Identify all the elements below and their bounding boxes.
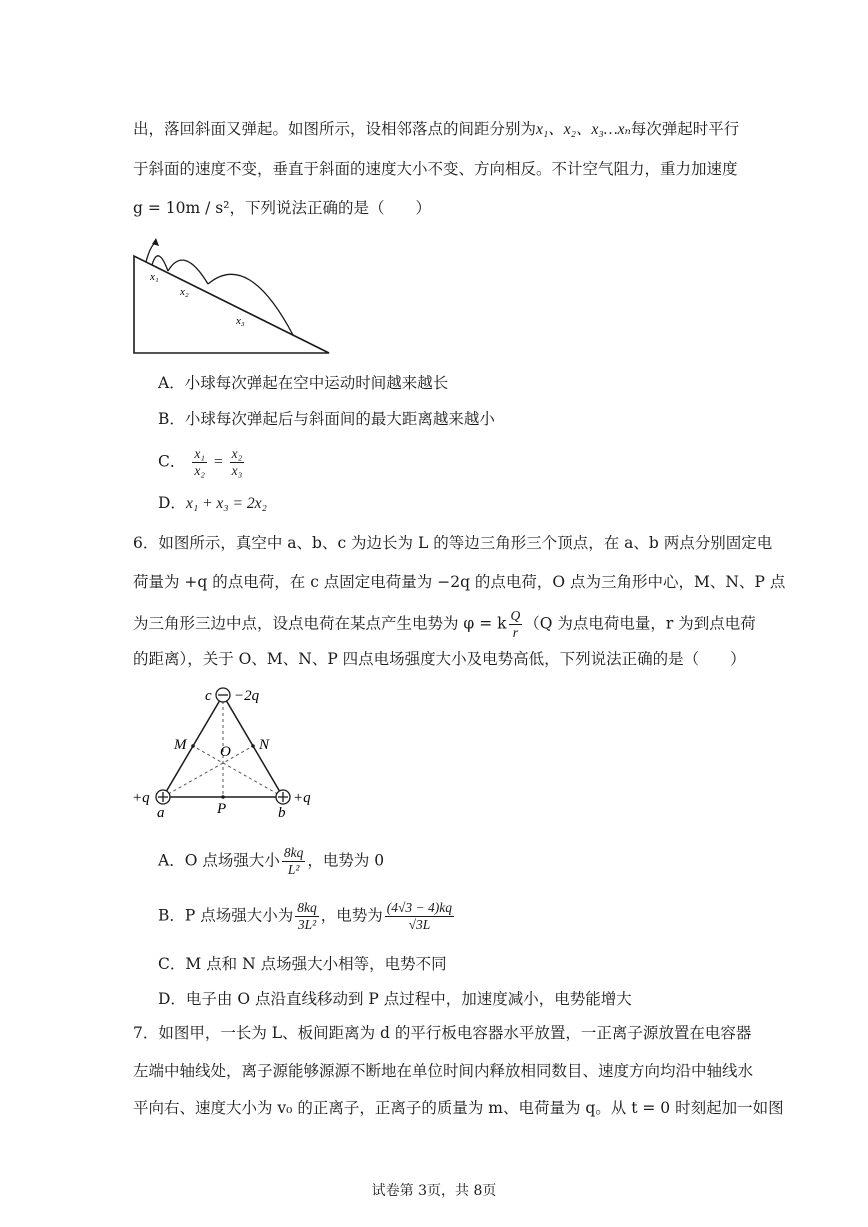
median-b-m [193,746,283,797]
label-x2: x₂ [180,286,189,298]
label-n: N [259,737,270,753]
q5-option-c: C． $\frac{\text{x₁}}{\text{x₂}}$ = $\frac{\text{x₂}}{\text{x₃}}$ [158,446,243,478]
label-b: b [278,805,286,820]
q5-line1-vars: x₁、x₂、x₃…xₙ [536,121,631,138]
label-a-charge: +q [132,790,150,806]
bounce-arc-2 [168,260,208,284]
point-m [191,744,195,748]
q5-gravity-equation: g = 10m / s² [133,199,230,217]
q5-text-line-2: 于斜面的速度不变，垂直于斜面的速度大小不变、方向相反。不计空气阻力，重力加速度 [133,160,738,178]
q6-option-b: B．P 点场强大小为 $\frac{8kq}{\text{3L²}}$ ，电势为 $\frac{(4√3 - 4)kq}{√3L}$ [158,900,453,932]
label-c-charge: −2q [234,688,260,704]
q7-text-line-2: 左端中轴线处，离子源能够源源不断地在单位时间内释放相同数目、速度方向均沿中轴线水 [133,1062,754,1080]
q6-potential-fraction: $\frac{Q}{r}$ [510,608,521,640]
q7-text-line-3: 平向右、速度大小为 v₀ 的正离子，正离子的质量为 m、电荷量为 q。从 t = 0 时刻起加一如图 [133,1099,784,1117]
q6-text-line-1: 6．如图所示，真空中 a、b、c 为边长为 L 的等边三角形三个顶点，在 a、b 两点分别固定电 [133,534,773,552]
label-x1: x₁ [150,271,159,283]
q5-option-c-fraction-right: $\frac{\text{x₂}}{\text{x₃}}$ [231,446,243,478]
label-m: M [174,737,187,753]
label-b-charge: +q [293,790,311,806]
label-o: O [220,744,231,760]
q6-line3-part-a: 为三角形三边中点，设点电荷在某点产生电势为 φ = k [133,614,507,633]
bounce-arc-3 [208,274,293,335]
median-a-n [163,746,253,797]
q5-option-c-prefix: C． [158,452,186,471]
q5-text-line-1 [133,118,739,141]
point-n [251,744,255,748]
q6-option-a: A．O 点场强大小 $\frac{8kq}{\text{L²}}$ ，电势为 0 [158,845,385,877]
q5-line1-part-a: 出，落回斜面又弹起。如图所示，设相邻落点的间距分别为 [133,120,537,138]
q5-option-a: A．小球每次弹起在空中运动时间越来越长 [158,374,449,392]
q6-text-line-2: 荷量为 +q 的点电荷，在 c 点固定电荷量为 −2q 的点电荷，O 点为三角形中心，M、N、P 点 [133,573,786,591]
point-p [221,795,225,799]
page-footer: 试卷第 3页，共 8页 [371,1183,497,1199]
q6-line3-part-b: （Q 为点电荷电量，r 为到点电荷 [524,614,756,633]
q7-text-line-1: 7．如图甲，一长为 L、板间距离为 d 的平行板电容器水平放置，一正离子源放置在电容器 [133,1024,752,1042]
q5-text-line-3 [133,197,431,219]
q6-option-c: C．M 点和 N 点场强大小相等，电势不同 [158,955,447,973]
q6-text-line-3 [133,608,756,641]
q6-option-b-potential-fraction: $\frac{(4√3 - 4)kq}{√3L}$ [386,900,453,932]
q5-incline-figure [128,232,338,360]
label-a: a [157,805,165,820]
q5-line3-part-b: ，下列说法正确的是（ ） [229,199,431,217]
q5-line1-part-b: 每次弹起时平行 [630,120,740,138]
q6-text-line-4: 的距离），关于 O、M、N、P 四点电场强度大小及电势高低，下列说法正确的是（ ） [133,650,746,668]
label-x3: x₃ [236,315,245,327]
label-c: c [205,688,212,704]
q5-option-d-equation: x₁ + x₃ = 2x₂ [185,495,267,512]
q6-option-a-fraction: $\frac{8kq}{\text{L²}}$ [283,845,304,877]
incline-triangle [134,256,329,353]
q6-option-b-fraction: $\frac{8kq}{\text{3L²}}$ [297,900,317,932]
label-p: P [217,801,227,817]
q5-option-b: B．小球每次弹起后与斜面间的最大距离越来越小 [158,410,495,428]
q6-option-d: D．电子由 O 点沿直线移动到 P 点过程中，加速度减小，电势能增大 [158,990,632,1008]
q5-option-c-fraction-left: $\frac{\text{x₁}}{\text{x₂}}$ [194,446,205,478]
q6-triangle-figure [128,680,328,820]
q5-option-d-prefix: D． [158,494,186,512]
q5-option-d [158,492,267,515]
